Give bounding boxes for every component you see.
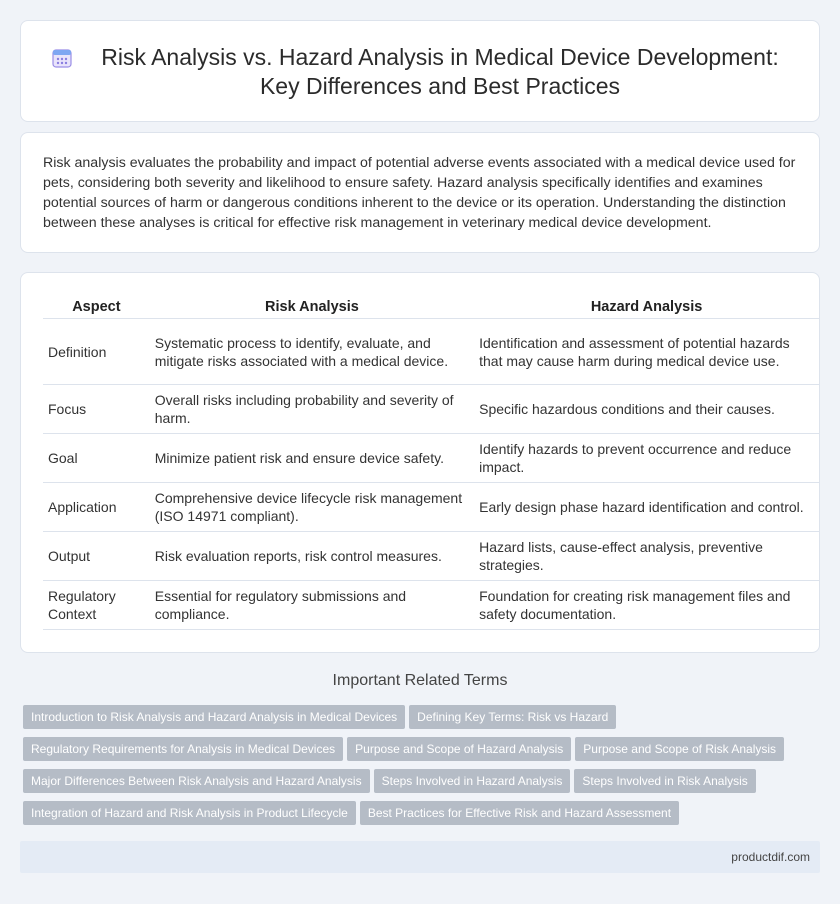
page-title: Risk Analysis vs. Hazard Analysis in Medical Device Development: Key Differences and Best Practices — [101, 44, 779, 99]
footer-site[interactable]: productdif.com — [731, 850, 810, 864]
footer — [20, 841, 820, 873]
row-risk: Essential for regulatory submissions and compliance. — [150, 581, 474, 630]
tag-row — [23, 705, 823, 737]
row-aspect: Goal — [43, 434, 150, 483]
row-hazard: Hazard lists, cause-effect analysis, preventive strategies. — [474, 532, 819, 581]
related-term-tag[interactable]: Purpose and Scope of Risk Analysis — [575, 737, 784, 761]
related-term-tag[interactable]: Best Practices for Effective Risk and Hazard Assessment — [360, 801, 679, 825]
intro-paragraph: Risk analysis evaluates the probability and impact of potential adverse events associated with a medical device used for pets, considering both severity and likelihood to ensure safety. Hazard analysis specifically identifies and examines potential sources of harm or dangerous conditions inherent to the device or its operation. Understanding the distinction between these analyses is critical for effective risk management in veterinary medical device development. — [43, 155, 796, 231]
tag-row — [23, 801, 823, 833]
row-aspect: Definition — [43, 319, 150, 385]
header-hazard-analysis: Hazard Analysis — [474, 295, 819, 319]
row-hazard: Identification and assessment of potential hazards that may cause harm during medical device use. — [474, 319, 819, 385]
related-term-tag[interactable]: Introduction to Risk Analysis and Hazard Analysis in Medical Devices — [23, 705, 405, 729]
table-row — [43, 483, 819, 532]
row-hazard: Specific hazardous conditions and their causes. — [474, 385, 819, 434]
related-term-tag[interactable]: Major Differences Between Risk Analysis and Hazard Analysis — [23, 769, 370, 793]
row-aspect: Focus — [43, 385, 150, 434]
related-term-tag[interactable]: Steps Involved in Risk Analysis — [574, 769, 755, 793]
intro-card — [20, 132, 820, 253]
tag-row — [23, 737, 823, 769]
header-card — [20, 20, 820, 122]
row-hazard: Identify hazards to prevent occurrence and reduce impact. — [474, 434, 819, 483]
related-term-tag[interactable]: Regulatory Requirements for Analysis in Medical Devices — [23, 737, 343, 761]
related-term-tag[interactable]: Purpose and Scope of Hazard Analysis — [347, 737, 571, 761]
header-aspect: Aspect — [43, 295, 150, 319]
table-row — [43, 319, 819, 385]
comparison-card — [20, 272, 820, 653]
table-row — [43, 532, 819, 581]
table-row — [43, 581, 819, 630]
related-term-tag[interactable]: Integration of Hazard and Risk Analysis in Product Lifecycle — [23, 801, 356, 825]
table-header-row — [43, 295, 819, 319]
table-row — [43, 434, 819, 483]
row-aspect: Output — [43, 532, 150, 581]
row-risk: Risk evaluation reports, risk control measures. — [150, 532, 474, 581]
related-term-tag[interactable]: Defining Key Terms: Risk vs Hazard — [409, 705, 616, 729]
related-terms-list — [23, 705, 823, 833]
row-hazard: Early design phase hazard identification and control. — [474, 483, 819, 532]
related-term-tag[interactable]: Steps Involved in Hazard Analysis — [374, 769, 571, 793]
related-terms-title: Important Related Terms — [332, 672, 508, 689]
row-aspect: Application — [43, 483, 150, 532]
row-hazard: Foundation for creating risk management files and safety documentation. — [474, 581, 819, 630]
table-row — [43, 385, 819, 434]
row-risk: Systematic process to identify, evaluate, and mitigate risks associated with a medical device. — [150, 319, 474, 385]
header-risk-analysis: Risk Analysis — [150, 295, 474, 319]
row-risk: Overall risks including probability and severity of harm. — [150, 385, 474, 434]
row-risk: Comprehensive device lifecycle risk management (ISO 14971 compliant). — [150, 483, 474, 532]
comparison-table — [43, 295, 819, 630]
row-aspect: Regulatory Context — [43, 581, 150, 630]
tag-row — [23, 769, 823, 801]
row-risk: Minimize patient risk and ensure device safety. — [150, 434, 474, 483]
